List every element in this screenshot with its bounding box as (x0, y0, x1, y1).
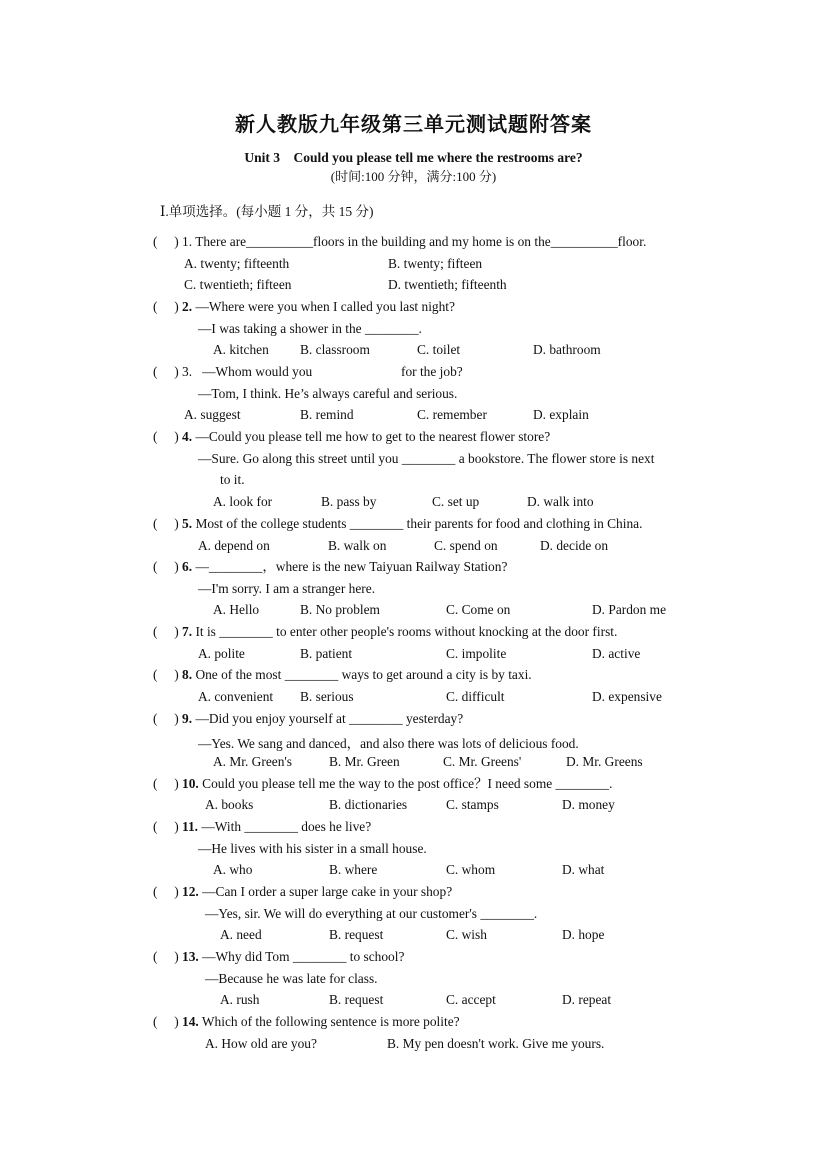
option-c: C. remember (417, 407, 487, 422)
option-c: C. spend on (434, 538, 498, 553)
option-b: B. dictionaries (329, 797, 408, 812)
question-stem-2: —I was taking a shower in the ________. (198, 321, 422, 336)
answer-paren[interactable]: ( ) (153, 429, 179, 444)
question-stem-2: —He lives with his sister in a small house. (198, 841, 427, 856)
option-c: C. twentieth; fifteen (184, 277, 292, 292)
option-a: A. who (213, 862, 253, 877)
option-d: D. hope (562, 927, 605, 942)
option-d: D. active (592, 646, 641, 661)
question-stem: Could you please tell me the way to the post office？I need some ________. (202, 776, 613, 791)
question-stem-2: —I'm sorry. I am a stranger here. (198, 581, 376, 596)
option-b: B. serious (300, 689, 354, 704)
question-stem-2: —Because he was late for class. (205, 971, 378, 986)
question-stem: Which of the following sentence is more polite? (201, 1014, 460, 1029)
option-c: C. accept (446, 992, 496, 1007)
page-title: 新人教版九年级第三单元测试题附答案 (235, 112, 592, 136)
answer-paren[interactable]: ( ) (153, 364, 179, 379)
option-a: A. polite (198, 646, 245, 661)
option-a: A. need (220, 927, 262, 942)
question-stem: —Why did Tom ________ to school? (202, 949, 405, 964)
question-number: 7. (182, 624, 193, 639)
question-4 (153, 429, 550, 445)
question-3 (153, 364, 312, 380)
question-stem-2: —Tom, I think. He’s always careful and serious. (198, 386, 458, 401)
question-stem: One of the most ________ ways to get around a city is by taxi. (195, 667, 532, 682)
question-5 (153, 516, 642, 532)
question-stem: It is ________ to enter other people's rooms without knocking at the door first. (195, 624, 618, 639)
option-b: B. remind (300, 407, 354, 422)
option-a: A. depend on (198, 538, 270, 553)
unit-subtitle: Unit 3 Could you please tell me where the restrooms are? (244, 150, 583, 165)
option-d: D. repeat (562, 992, 612, 1007)
question-2 (153, 299, 455, 315)
option-a: A. look for (213, 494, 273, 509)
question-13 (153, 949, 404, 965)
option-a: A. How old are you? (205, 1036, 317, 1051)
option-c: C. toilet (417, 342, 461, 357)
question-stem: —Whom would you (202, 364, 313, 379)
question-number: 5. (182, 516, 193, 531)
question-stem: There are__________floors in the building and my home is on the__________floor. (195, 234, 647, 249)
question-stem-2: —Yes, sir. We will do everything at our customer's ________. (205, 906, 538, 921)
question-stem: —Can I order a super large cake in your shop? (202, 884, 453, 899)
option-c: C. difficult (446, 689, 505, 704)
question-6 (153, 559, 507, 575)
question-number: 2. (182, 299, 193, 314)
option-d: D. decide on (540, 538, 609, 553)
question-number: 9. (182, 711, 193, 726)
option-d: D. Pardon me (592, 602, 667, 617)
option-a: A. Hello (213, 602, 260, 617)
option-b: B. My pen doesn't work. Give me yours. (387, 1036, 605, 1051)
option-b: B. walk on (328, 538, 387, 553)
question-9 (153, 711, 463, 727)
question-8 (153, 667, 532, 683)
question-number: 8. (182, 667, 193, 682)
option-d: D. Mr. Greens (566, 754, 643, 769)
question-number: 4. (182, 429, 193, 444)
question-stem-tail: for the job? (401, 364, 463, 379)
option-a: A. Mr. Green's (213, 754, 293, 769)
question-stem: —With ________ does he live? (201, 819, 372, 834)
question-stem-3: to it. (220, 472, 245, 487)
question-11 (153, 819, 371, 835)
question-12 (153, 884, 452, 900)
question-1 (153, 234, 646, 250)
option-d: D. expensive (592, 689, 662, 704)
option-b: B. request (329, 927, 384, 942)
option-b: B. Mr. Green (329, 754, 400, 769)
option-d: D. explain (533, 407, 589, 422)
question-number: 11. (182, 819, 199, 834)
section-heading: Ⅰ.单项选择。(每小题 1 分，共 15 分) (160, 204, 374, 219)
option-c: C. impolite (446, 646, 507, 661)
answer-paren[interactable]: ( ) (153, 1014, 179, 1029)
answer-paren[interactable]: ( ) (153, 776, 179, 791)
option-c: C. whom (446, 862, 496, 877)
option-a: A. suggest (184, 407, 241, 422)
option-a: A. convenient (198, 689, 274, 704)
option-c: C. set up (432, 494, 480, 509)
option-c: C. stamps (446, 797, 499, 812)
option-d: D. bathroom (533, 342, 601, 357)
answer-paren[interactable]: ( ) (153, 299, 179, 314)
question-14 (153, 1014, 460, 1030)
question-number: 10. (182, 776, 199, 791)
option-a: A. rush (220, 992, 260, 1007)
question-stem: —________，where is the new Taiyuan Railway Station? (195, 559, 508, 574)
answer-paren[interactable]: ( ) (153, 884, 179, 899)
question-number: 13. (182, 949, 199, 964)
answer-paren[interactable]: ( ) (153, 624, 179, 639)
option-b: B. request (329, 992, 384, 1007)
option-d: D. walk into (527, 494, 594, 509)
exam-meta: (时间:100 分钟，满分:100 分) (330, 169, 497, 184)
question-stem: —Did you enjoy yourself at ________ yesterday? (195, 711, 464, 726)
answer-paren[interactable]: ( ) (153, 559, 179, 574)
answer-paren[interactable]: ( ) (153, 516, 179, 531)
question-10 (153, 776, 612, 792)
option-b: B. classroom (300, 342, 370, 357)
question-stem: —Where were you when I called you last night? (195, 299, 455, 314)
question-number: 3. (182, 364, 193, 379)
question-stem-2: —Sure. Go along this street until you ________ a bookstore. The flower store is next (198, 451, 655, 466)
answer-paren[interactable]: ( ) (153, 819, 179, 834)
option-d: D. twentieth; fifteenth (388, 277, 507, 292)
option-b: B. pass by (321, 494, 377, 509)
option-b: B. twenty; fifteen (388, 256, 483, 271)
option-d: D. what (562, 862, 605, 877)
question-number: 14. (182, 1014, 199, 1029)
question-stem: —Could you please tell me how to get to the nearest flower store? (195, 429, 551, 444)
answer-paren[interactable]: ( ) (153, 234, 179, 249)
option-b: B. where (329, 862, 378, 877)
option-b: B. patient (300, 646, 353, 661)
question-number: 6. (182, 559, 193, 574)
option-d: D. money (562, 797, 615, 812)
question-number: 1. (182, 234, 193, 249)
option-b: B. No problem (300, 602, 380, 617)
option-a: A. kitchen (213, 342, 269, 357)
answer-paren[interactable]: ( ) (153, 667, 179, 682)
answer-paren[interactable]: ( ) (153, 711, 179, 726)
question-7 (153, 624, 617, 640)
question-stem: Most of the college students ________ their parents for food and clothing in China. (195, 516, 643, 531)
answer-paren[interactable]: ( ) (153, 949, 179, 964)
option-c: C. Mr. Greens' (443, 754, 522, 769)
question-stem-2: —Yes. We sang and danced，and also there was lots of delicious food. (198, 736, 579, 751)
option-c: C. Come on (446, 602, 511, 617)
question-number: 12. (182, 884, 199, 899)
option-c: C. wish (446, 927, 487, 942)
option-a: A. books (205, 797, 254, 812)
option-a: A. twenty; fifteenth (184, 256, 290, 271)
